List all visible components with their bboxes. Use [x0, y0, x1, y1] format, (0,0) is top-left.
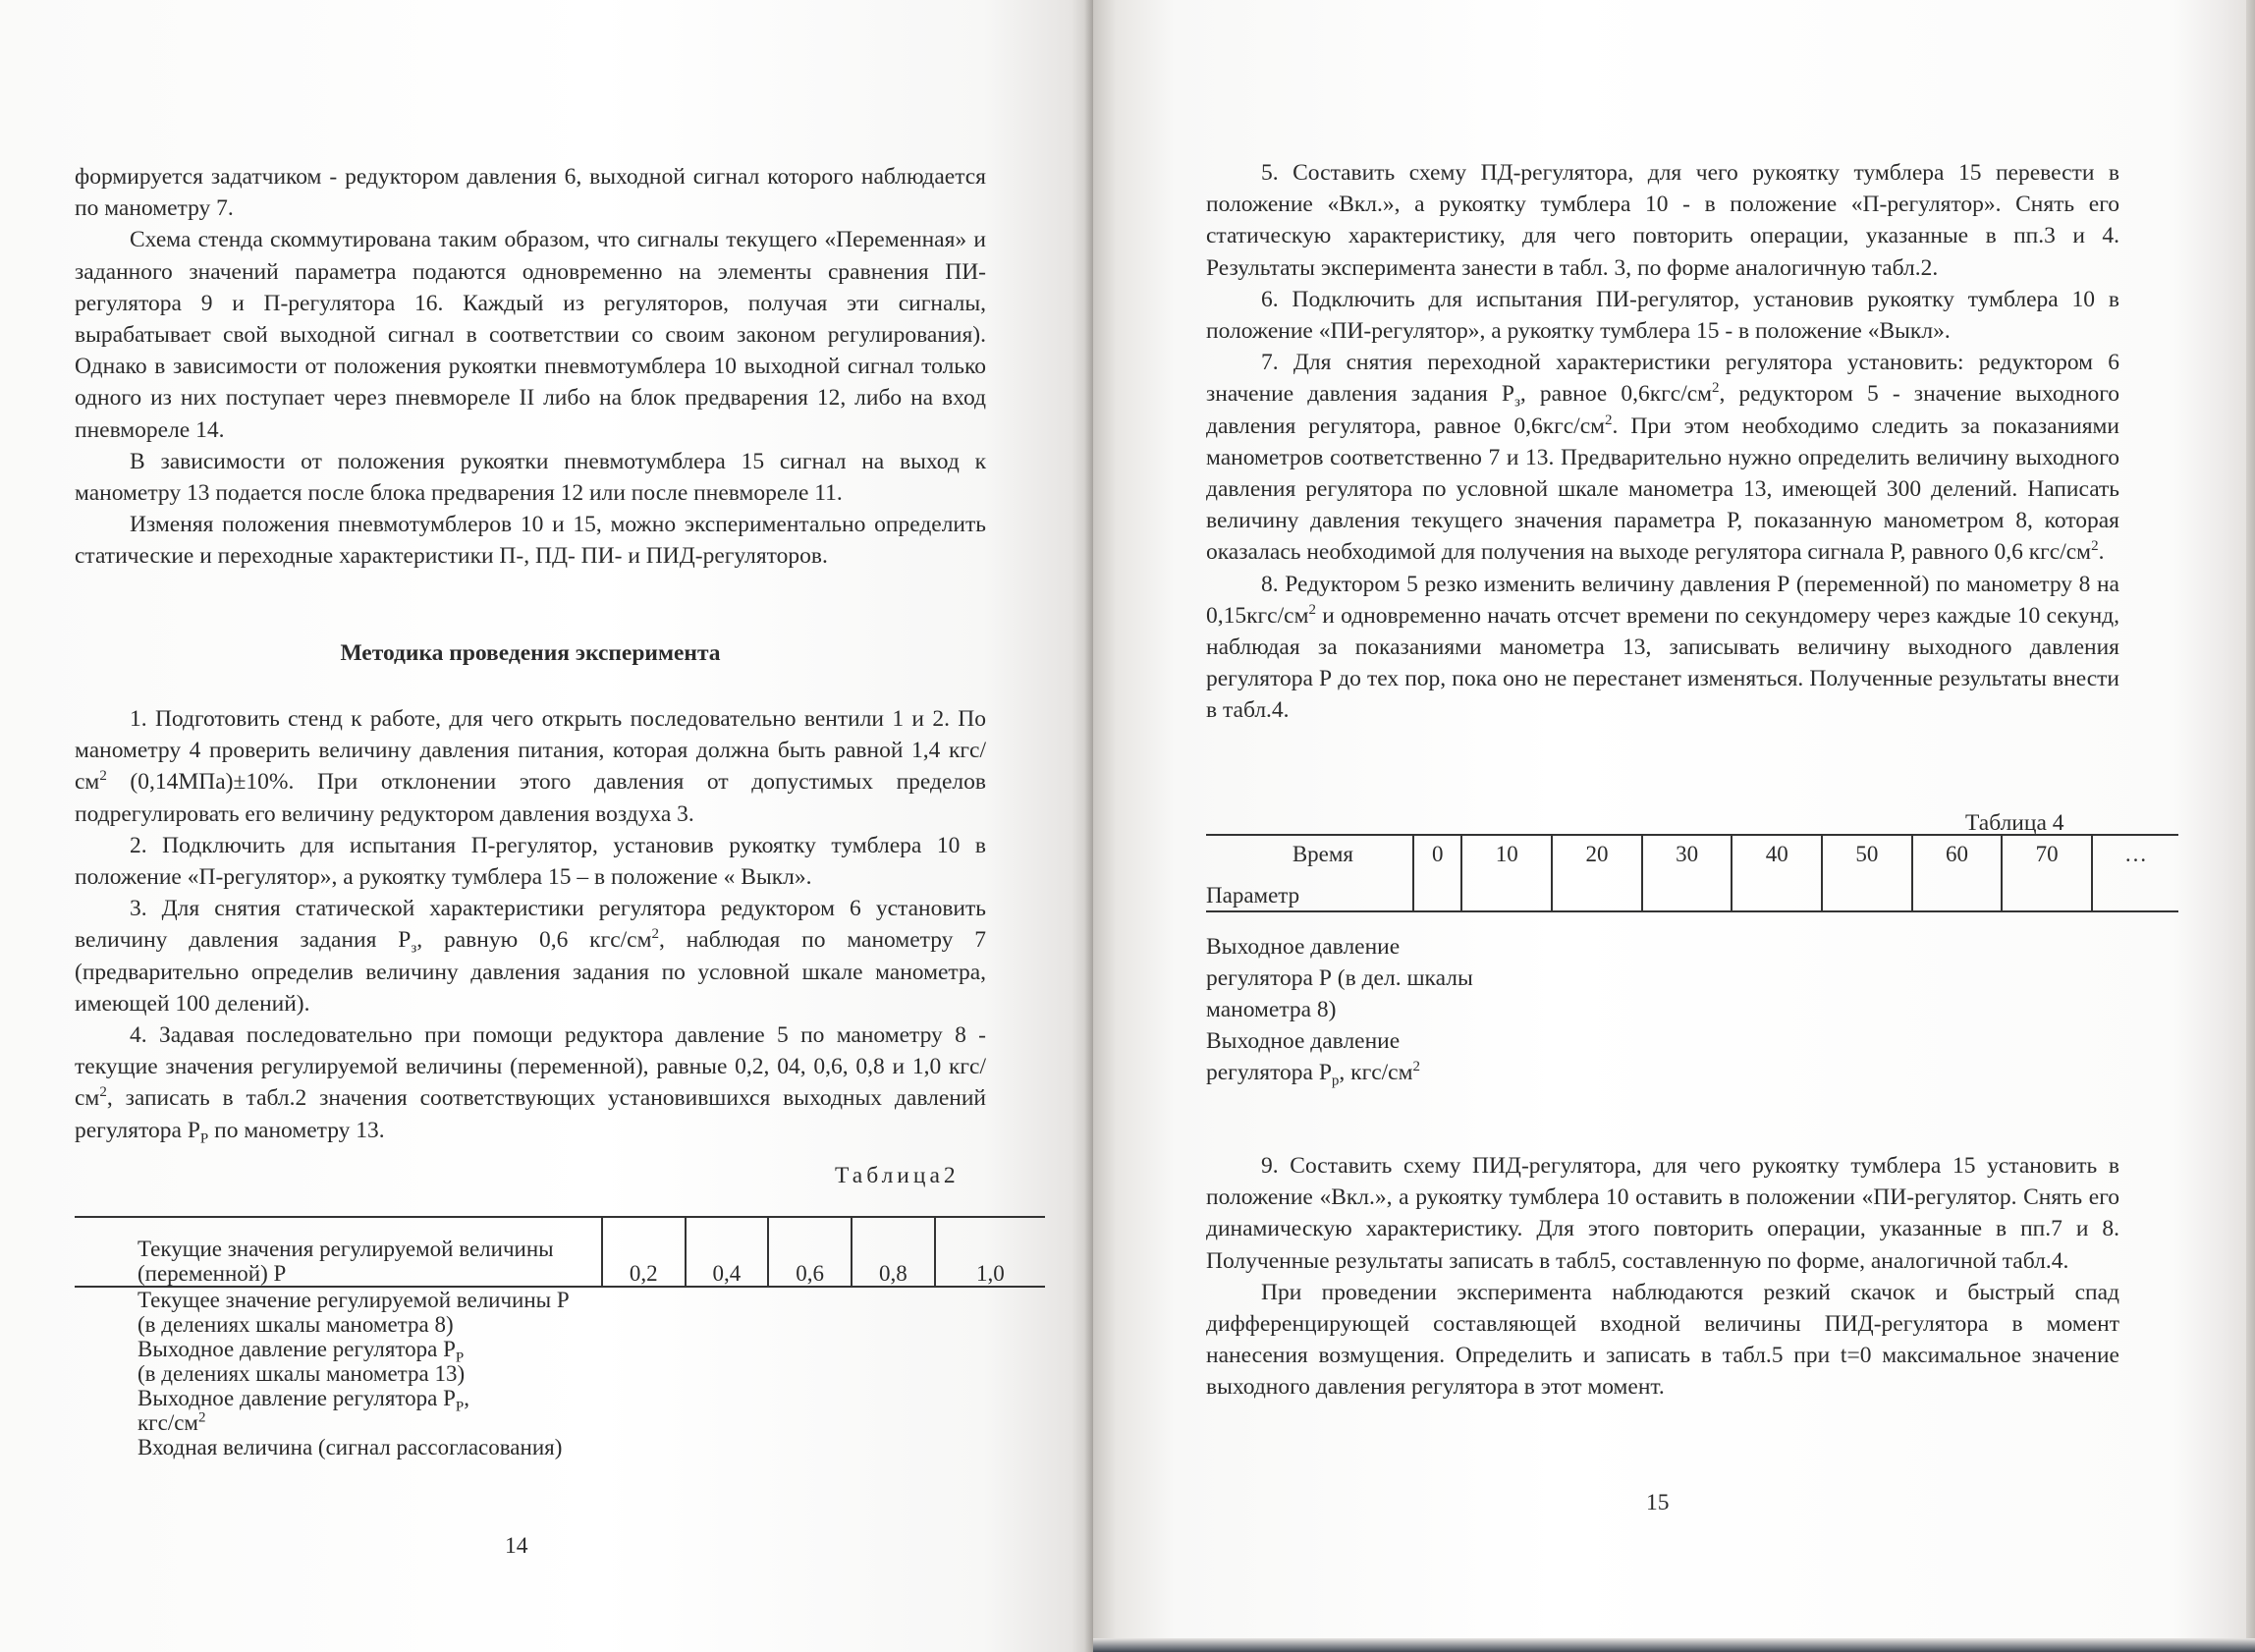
table-cell: 10 — [1461, 835, 1552, 911]
table-row — [75, 1217, 1045, 1287]
step-4: 4. Задавая последовательно при помощи редуктора давление 5 по манометру 8 - текущие значения регулируемой величины (переменной), равные 0,2, 04, 0,6, 0,8 и 1,0 кгс/$см^2$, записать в табл.2 значения соответствующих установившихся выходных давлений регулятора $Р_Р$ по манометру 13. — [75, 1022, 986, 1147]
procedure-steps — [75, 703, 986, 1146]
paragraph: Изменяя положения пневмотумблеров 10 и 15, можно экспериментально определить статические и переходные характеристики П-, ПД- ПИ- и ПИД-регуляторов. — [75, 512, 986, 570]
table-cell: … — [2092, 835, 2178, 911]
table-corner-cell: Время Параметр — [1206, 835, 1413, 911]
table-row — [1206, 835, 2178, 911]
table-cell: 0 — [1413, 835, 1461, 911]
table-cell: 70 — [2002, 835, 2092, 911]
table-cell: 0,8 — [852, 1217, 935, 1287]
step-5: 5. Составить схему ПД-регулятора, для чего рукоятку тумблера 15 перевести в положение «Вкл.», а рукоятку тумблера 10 - в положение «П-регулятор». Снять его статическую характеристику, для чего повторить операции, указанные в пп.3 и 4. Результаты эксперимента занести в табл. 3, по форме аналогичную табл.2. — [1206, 160, 2119, 281]
row-label: Текущее значение регулируемой величины Р (в делениях шкалы манометра 8) Выходное давление регулятора $Р_Р$ (в делениях шкалы манометра 13) Выходное давление регулятора $Р_Р$, кгс/$см^2$ Входная величина (сигнал рассогласования) — [138, 1288, 570, 1459]
section-heading: Методика проведения эксперимента — [340, 640, 721, 666]
right-steps-text-2 — [1206, 1150, 2119, 1404]
paragraph: В зависимости от положения рукоятки пневмотумблера 15 сигнал на выход к манометру 13 подается после блока предварения 12 или после пневмореле 11. — [75, 448, 986, 507]
left-intro-text — [75, 161, 986, 573]
table-row — [75, 1287, 1045, 1459]
page-edge — [2246, 0, 2255, 1652]
page-number: 15 — [1646, 1490, 1670, 1515]
step-9: 9. Составить схему ПИД-регулятора, для чего рукоятку тумблера 15 установить в положение «Вкл.», а рукоятку тумблера 10 оставить в положении «ПИ-регулятор. Снять его динамическую характеристику. Для этого повторить операции, указанные в пп.7 и 8. Полученные результаты записать в табл5, составленную по форме, аналогичной табл.4. — [1206, 1153, 2119, 1274]
table-cell: 60 — [1912, 835, 2003, 911]
table-4 — [1206, 834, 2178, 912]
row-label: Выходное давление регулятора $Р_р$, кгс/$см^2$ — [1206, 1028, 1420, 1089]
step-2: 2. Подключить для испытания П-регулятор, установив рукоятку тумблера 10 в положение «П-регулятор», а рукоятку тумблера 15 – в положение « Выкл». — [75, 832, 986, 891]
step-7: 7. Для снятия переходной характеристики регулятора установить: редуктором 6 значение давления задания $Р_з$, равное $0,6кгс/см^2$, редуктором 5 - значение выходного давления регулятора, равное $0,6кгс/см^2$. При этом необходимо следить за показаниями манометров соответственно 7 и 13. Предварительно нужно определить величину выходного давления регулятора по условной шкале манометра 13, имеющей 300 делений. Написать величину давления текущего значения параметра Р, показанную манометром 8, которая оказалась необходимой для получения на выходе регулятора сигнала Р, равного 0,6 кгс/$см^2$. — [1206, 350, 2119, 566]
table-cell: 0,6 — [768, 1217, 852, 1287]
step-3: 3. Для снятия статической характеристики регулятора редуктором 6 установить величину давления задания $Р_з$, равную 0,6 кгс/$см^2$, наблюдая по манометру 7 (предварительно определив величину давления задания по условной шкале манометра, имеющей 100 делений). — [75, 896, 986, 1017]
right-steps-text — [1206, 157, 2119, 727]
paragraph: Схема стенда скоммутирована таким образом, что сигналы текущего «Переменная» и заданного значений параметра подаются одновременно на элементы сравнения ПИ-регулятора 9 и П-регулятора 16. Каждый из регуляторов, получая эти сигналы, вырабатывает свой выходной сигнал в соответствии со своим законом регулирования). Однако в зависимости от положения рукоятки пневмотумблера 10 выходной сигнал только одного из них поступает через пневмореле II либо на блок предварения 12, либо на вход пневмореле 14. — [75, 227, 986, 443]
table-cell: 40 — [1732, 835, 1822, 911]
row-label: Выходное давление регулятора Р (в дел. шкалы манометра 8) — [1206, 934, 1473, 1022]
table4-row-labels — [1206, 931, 1501, 1088]
table2-caption: Таблица2 — [835, 1163, 960, 1188]
table-2 — [75, 1216, 1045, 1459]
table-header-label: Текущие значения регулируемой величины (переменной) Р — [75, 1217, 602, 1287]
step-8: 8. Редуктором 5 резко изменить величину давления Р (переменной) по манометру 8 на $0,15кгс/см^2$ и одновременно начать отсчет времени по секундомеру через каждые 10 секунд, наблюдая за показаниями манометра 13, записывать величину выходного давления регулятора Р до тех пор, пока оно не перестанет изменяться. Полученные результаты внести в табл.4. — [1206, 571, 2119, 724]
scan-edge — [1093, 1638, 2255, 1652]
paragraph: При проведении эксперимента наблюдаются резкий скачок и быстрый спад дифференцирующей составляющей входной величины ПИД-регулятора в момент нанесения возмущения. Определить и записать в табл.5 при t=0 максимальное значение выходного давления регулятора в этот момент. — [1206, 1279, 2119, 1401]
page-number: 14 — [505, 1533, 528, 1559]
step-6: 6. Подключить для испытания ПИ-регулятор, установив рукоятку тумблера 10 в положение «ПИ-регулятор», а рукоятку тумблера 15 - в положение «Выкл». — [1206, 286, 2119, 345]
table-cell: 20 — [1552, 835, 1642, 911]
left-page — [0, 0, 1093, 1652]
paragraph: формируется задатчиком - редуктором давления 6, выходной сигнал которого наблюдается по манометру 7. — [75, 164, 986, 222]
table-cell: 30 — [1642, 835, 1732, 911]
table-cell: 0,2 — [602, 1217, 686, 1287]
step-1: 1. Подготовить стенд к работе, для чего открыть последовательно вентили 1 и 2. По манометру 4 проверить величину давления питания, которая должна быть равной 1,4 кгс/$см^2$ (0,14МПа)±10%. При отклонении этого давления от допустимых пределов подрегулировать его величину редуктором давления воздуха 3. — [75, 706, 986, 827]
table4-caption: Таблица 4 — [1965, 810, 2064, 836]
table-cell: 1,0 — [935, 1217, 1045, 1287]
table-cell: 50 — [1822, 835, 1912, 911]
table-cell: 0,4 — [686, 1217, 769, 1287]
